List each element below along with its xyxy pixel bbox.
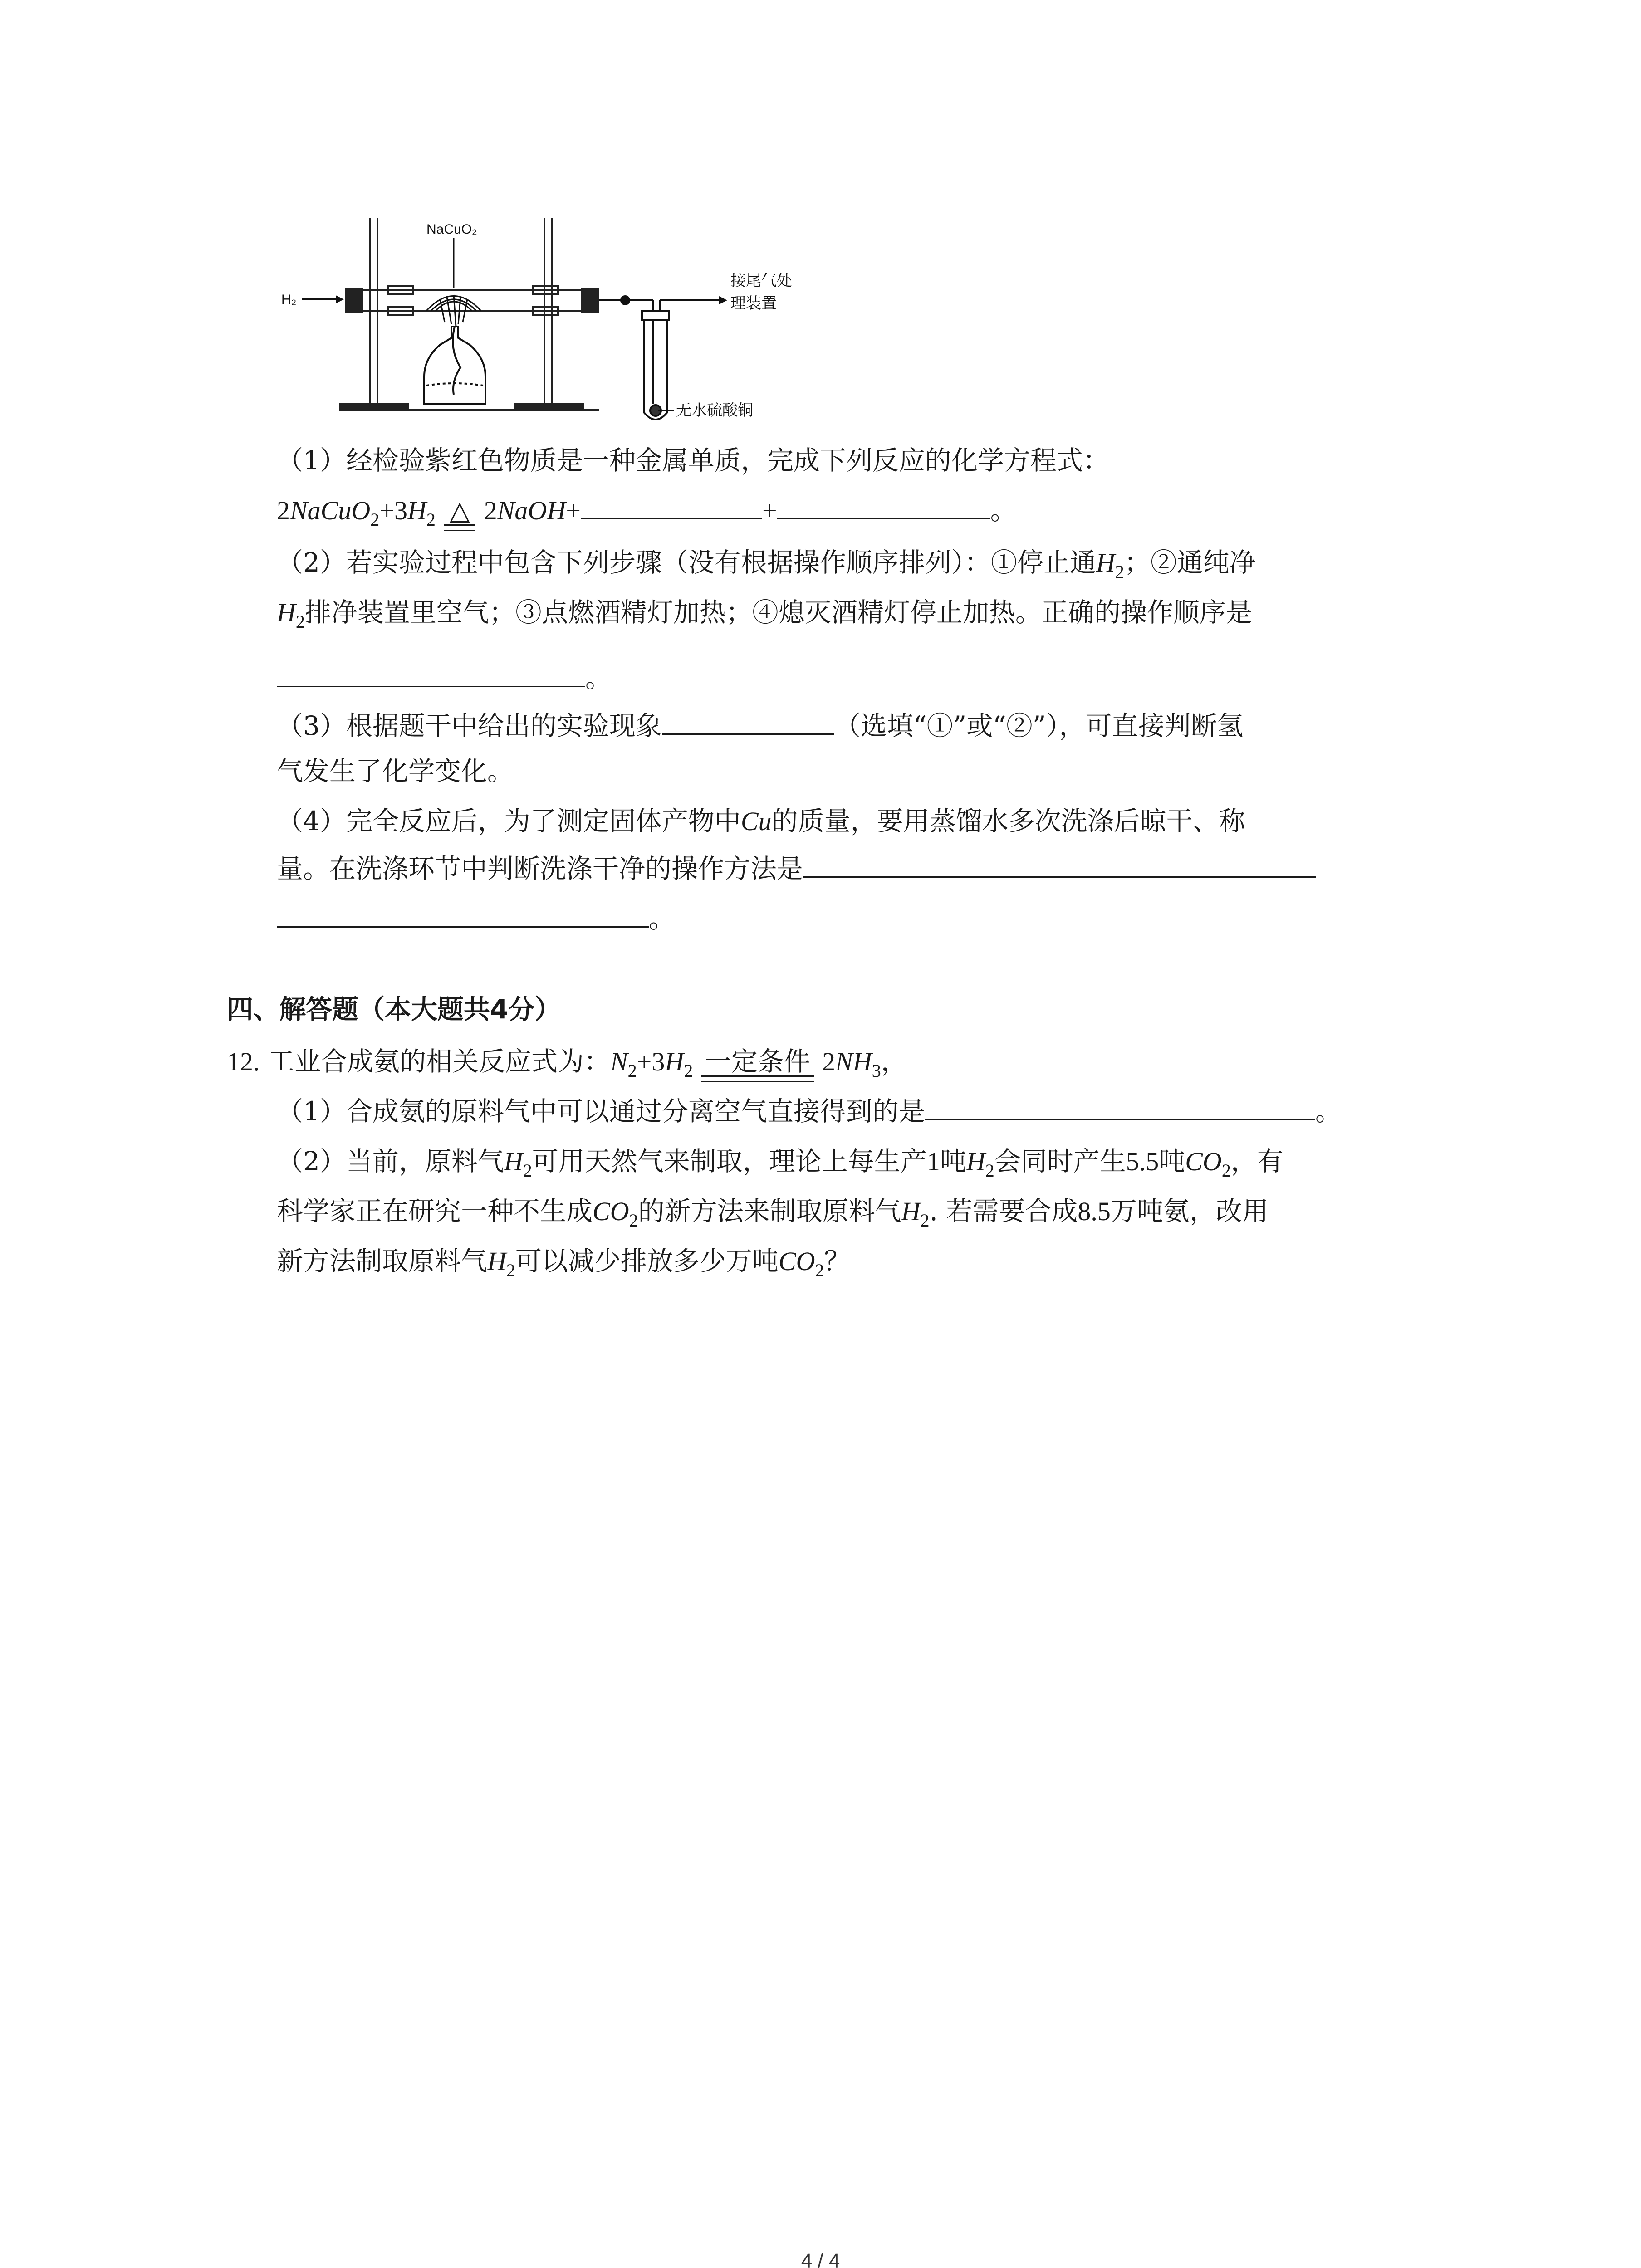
q12-part2-line2: [277, 1193, 1269, 1230]
unit: 吨: [940, 1146, 966, 1177]
h-symbol: H: [665, 1047, 684, 1076]
q12-part2-text-i: . 若需要合成: [929, 1196, 1078, 1227]
q12-stem-text: 工业合成氨的相关反应式为：: [268, 1046, 610, 1077]
h-symbol: H: [901, 1197, 921, 1226]
eq-naoh: NaOH: [497, 496, 566, 525]
number: 5.5: [1126, 1147, 1159, 1176]
eq-sub: 2: [426, 509, 436, 530]
q11-part3-text-a: （3）根据题干中给出的实验现象: [277, 710, 662, 741]
outlet-connector: [599, 296, 653, 311]
q11-part2-text-c: 排净装置里空气；③点燃酒精灯加热；④熄灭酒精灯停止加热。正确的操作顺序是: [304, 597, 1252, 628]
co-symbol: CO: [1185, 1147, 1222, 1176]
tail-gas-label-2: 理装置: [730, 295, 777, 312]
eq-plus: +: [566, 496, 581, 525]
reaction-condition: [701, 1043, 814, 1080]
q11-part4-line3: [277, 900, 675, 937]
co-symbol: CO: [593, 1197, 629, 1226]
eq-coef2: 2: [484, 496, 497, 525]
right-iron-stand: [515, 218, 583, 410]
eq-period: 。: [990, 495, 1017, 526]
h2-arrow-head: [336, 295, 344, 303]
q12-stem: [227, 1043, 907, 1080]
condition-text: 一定条件: [705, 1046, 810, 1077]
alcohol-lamp: [424, 327, 485, 404]
nacuo2-label: NaCuO₂: [426, 222, 477, 237]
q12-part2-text-f: ，有: [1230, 1146, 1283, 1177]
q12-part2-text-g: 科学家正在研究一种不生成: [277, 1196, 593, 1227]
answer-blank-product-1[interactable]: [581, 494, 762, 519]
sub: 2: [627, 1061, 637, 1081]
q12-part2-text-j: 万吨氨，改用: [1110, 1196, 1269, 1227]
answer-blank-washing-2[interactable]: [277, 903, 649, 928]
question-number: 12.: [227, 1047, 260, 1076]
q11-part1-text: [277, 442, 1109, 479]
q11-part3-text-c: 气发生了化学变化。: [277, 756, 514, 787]
tail-gas-label-1: 接尾气处: [730, 272, 792, 289]
h-symbol: H: [1096, 548, 1115, 577]
q12-part2-line1: [277, 1143, 1283, 1180]
apparatus-diagram: [272, 213, 826, 431]
sub: 2: [1221, 1160, 1231, 1181]
q11-part4-line2: [277, 850, 1316, 887]
left-iron-stand: [340, 218, 408, 410]
eq-h: H: [407, 496, 426, 525]
q11-part2-text-a: （2）若实验过程中包含下列步骤（没有根据操作顺序排列）：①停止通: [277, 547, 1096, 578]
sub: 2: [523, 1160, 532, 1181]
h-symbol: H: [504, 1147, 523, 1176]
period: 。: [1315, 1096, 1342, 1127]
q12-part2-text-a: （2）当前，原料气: [277, 1146, 504, 1177]
comma: ，: [881, 1046, 907, 1077]
nh-symbol: NH: [835, 1047, 872, 1076]
q11-part3-text-b: （选填“①”或“②”），可直接判断氢: [834, 710, 1244, 741]
tail-arrow-head: [719, 296, 727, 304]
cu-symbol: Cu: [740, 807, 772, 836]
q12-part2-text-k: 新方法制取原料气: [277, 1246, 488, 1276]
answer-blank-washing-1[interactable]: [803, 853, 1316, 878]
right-stopper: [581, 288, 599, 313]
sub: 2: [1115, 562, 1124, 582]
h-symbol: H: [277, 598, 296, 627]
q11-part1-prompt: （1）经检验紫红色物质是一种金属单质，完成下列反应的化学方程式：: [277, 445, 1109, 476]
co-symbol: CO: [778, 1246, 815, 1276]
q11-part4-text-a: （4）完全反应后，为了测定固体产物中: [277, 806, 741, 836]
drying-tube: [642, 300, 674, 420]
sub: 2: [506, 1260, 515, 1281]
question-mark: ？: [824, 1246, 851, 1276]
sub: 2: [815, 1260, 824, 1281]
h-symbol: H: [487, 1246, 506, 1276]
sub: 2: [985, 1160, 994, 1181]
coef: 2: [822, 1047, 836, 1076]
sub: 2: [629, 1210, 638, 1231]
delta-symbol: △: [450, 495, 470, 526]
page-number: 4 / 4: [801, 2250, 840, 2268]
q11-part1-equation: [277, 492, 1017, 529]
q12-part1: [277, 1093, 1342, 1129]
eq-plus: +: [762, 496, 777, 525]
eq-coef: 2: [277, 496, 290, 525]
eq-sub: 2: [370, 509, 380, 530]
q11-part3-line1: [277, 708, 1244, 744]
answer-blank-phenomenon[interactable]: [662, 710, 834, 735]
q11-part2-line2: [277, 594, 1252, 631]
number: 1: [926, 1147, 940, 1176]
answer-blank-product-2[interactable]: [777, 494, 990, 519]
q11-part2-line1: [277, 544, 1256, 581]
q12-part2-line3: [277, 1243, 851, 1280]
q12-part2-text-l: 可以减少排放多少万吨: [515, 1246, 779, 1276]
h-symbol: H: [966, 1147, 985, 1176]
sub: 2: [920, 1210, 930, 1231]
sub: 2: [684, 1061, 693, 1081]
q11-part4-text-c: 量。在洗涤环节中判断洗涤干净的操作方法是: [277, 853, 803, 884]
period: 。: [649, 903, 676, 934]
anhydrous-cuso4-label: 无水硫酸铜: [676, 402, 753, 419]
q11-part3-line2: [277, 753, 514, 789]
answer-blank-raw-gas[interactable]: [925, 1095, 1315, 1120]
equals-double-line: [444, 524, 475, 531]
heat-condition: [444, 492, 475, 528]
sub: 2: [295, 611, 305, 632]
q12-part2-text-h: 的新方法来制取原料气: [638, 1196, 901, 1227]
plus3: +3: [637, 1047, 665, 1076]
q12-part1-text: （1）合成氨的原料气中可以通过分离空气直接得到的是: [277, 1096, 925, 1127]
q11-part2-text-b: ；②通纯净: [1124, 547, 1256, 578]
reaction-tube: [363, 286, 581, 315]
q12-part2-text-b: 可用天然气来制取，理论上每生产: [532, 1146, 927, 1177]
section-heading: 四、解答题（本大题共4分）: [227, 994, 561, 1025]
q11-part4-line1: [277, 803, 1245, 840]
h2-inlet-label: H₂: [281, 292, 297, 307]
eq-plus3: +3: [379, 496, 407, 525]
answer-blank-order[interactable]: [277, 662, 585, 687]
left-stopper: [345, 288, 363, 313]
n-symbol: N: [610, 1047, 628, 1076]
equals-double-line: [701, 1075, 814, 1082]
q12-part2-text-d: 会同时产生: [994, 1146, 1126, 1177]
number: 8.5: [1078, 1197, 1111, 1226]
q11-part4-text-b: 的质量，要用蒸馏水多次洗涤后晾干、称: [771, 806, 1245, 836]
period: 。: [585, 663, 612, 694]
eq-nacuo: NaCuO: [290, 496, 371, 525]
unit: 吨: [1159, 1146, 1185, 1177]
sub: 3: [872, 1061, 881, 1081]
q11-part2-line3: [277, 660, 612, 696]
